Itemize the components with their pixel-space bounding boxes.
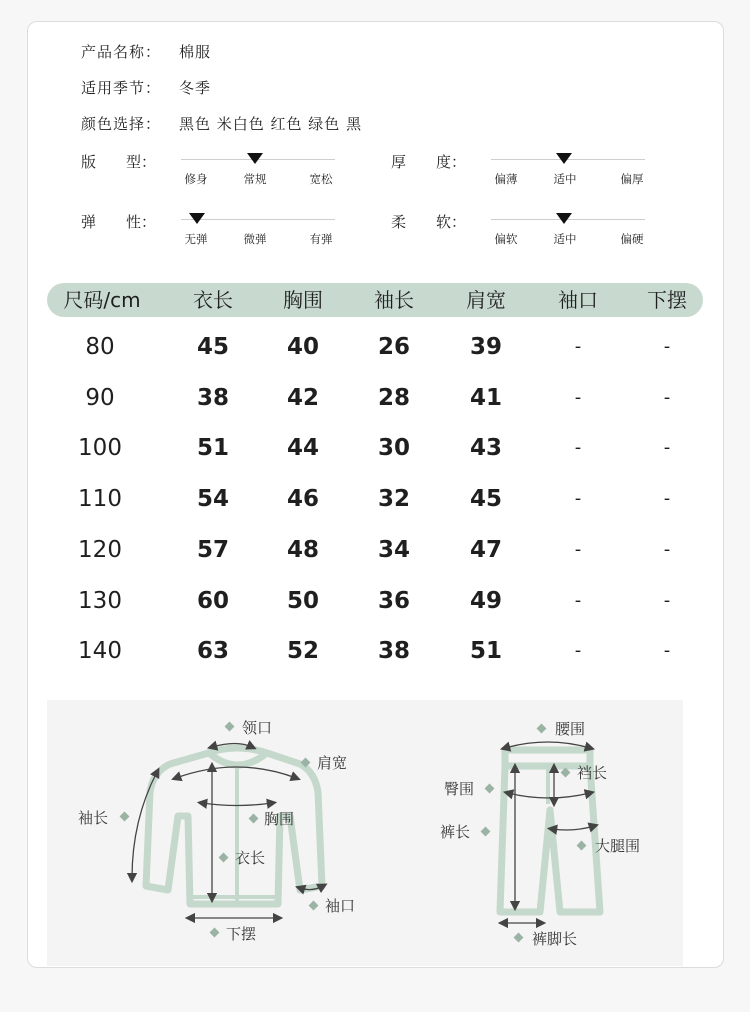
table-cell: 120 (78, 536, 122, 563)
jacket-illustration (146, 748, 322, 904)
table-cell: 130 (78, 587, 122, 614)
table-cell: - (663, 336, 671, 357)
color-value: 黑色 米白色 红色 绿色 黑 (179, 115, 363, 133)
table-header-cell: 尺码/cm (63, 288, 141, 312)
table-cell: - (663, 437, 671, 459)
table-cell: - (663, 386, 671, 408)
table-cell: 48 (286, 536, 319, 563)
table-cell: - (574, 336, 582, 357)
table-header-cell: 胸围 (283, 288, 323, 312)
table-cell: 45 (196, 334, 229, 360)
table-cell: 36 (377, 587, 410, 614)
table-cell: 51 (469, 638, 502, 665)
color-label: 颜色选择： (81, 115, 162, 133)
product-name-value: 棉服 (179, 43, 212, 61)
fit-tick-1: 常规 (243, 172, 267, 186)
thickness-label: 厚 度： (391, 153, 467, 171)
table-cell: 50 (286, 587, 319, 614)
table-cell: 51 (196, 435, 229, 462)
table-cell: 52 (286, 638, 319, 665)
table-cell: - (574, 386, 582, 408)
table-cell: 38 (377, 638, 410, 665)
table-cell: 60 (196, 587, 229, 614)
table-cell: 42 (286, 384, 319, 411)
table-cell: 46 (286, 486, 319, 513)
table-cell: 110 (78, 486, 122, 513)
table-cell: 140 (78, 638, 122, 665)
table-cell: 30 (377, 435, 410, 462)
shoulder-label: 肩宽 (317, 754, 348, 772)
fit-label: 版 型： (81, 153, 157, 171)
table-header-cell: 下摆 (647, 288, 687, 312)
sleeve-label: 袖长 (78, 809, 109, 827)
softness-label: 柔 软： (391, 213, 467, 231)
softness-tick-0: 偏软 (494, 232, 518, 246)
table-header-cell: 袖口 (558, 288, 598, 312)
leg-opening-label: 裤脚长 (532, 930, 578, 948)
table-header-cell: 衣长 (193, 288, 233, 312)
table-header-cell: 袖长 (374, 288, 414, 312)
product-name-label: 产品名称： (81, 43, 162, 61)
table-cell: 39 (469, 334, 502, 360)
softness-tick-1: 适中 (553, 232, 577, 246)
table-cell: 63 (196, 638, 229, 665)
season-label: 适用季节： (81, 79, 162, 97)
table-cell: 49 (469, 587, 502, 614)
waist-label: 腰围 (555, 720, 586, 738)
table-cell: 43 (469, 435, 502, 462)
table-cell: - (663, 589, 671, 611)
hip-label: 臀围 (444, 780, 475, 798)
table-cell: 90 (85, 384, 115, 411)
thickness-tick-2: 偏厚 (620, 172, 644, 186)
table-cell: - (574, 488, 582, 510)
elasticity-label: 弹 性： (81, 213, 157, 231)
table-cell: 34 (377, 536, 410, 563)
season-value: 冬季 (179, 79, 212, 97)
chest-label: 胸围 (264, 810, 295, 828)
table-cell: 44 (286, 435, 319, 462)
table-cell: - (663, 538, 671, 560)
rise-label: 裆长 (577, 764, 608, 782)
hem-label: 下摆 (226, 925, 257, 943)
table-cell: 26 (377, 334, 410, 360)
thigh-label: 大腿围 (595, 837, 641, 855)
table-cell: 80 (85, 334, 115, 360)
table-header-cell: 肩宽 (466, 288, 506, 312)
table-cell: - (663, 488, 671, 510)
table-cell: - (574, 538, 582, 560)
table-cell: - (663, 640, 671, 662)
thickness-tick-0: 偏薄 (494, 172, 518, 186)
table-cell: 54 (196, 486, 229, 513)
table-cell: - (574, 640, 582, 662)
elasticity-tick-2: 有弹 (309, 232, 333, 246)
table-cell: 28 (377, 384, 410, 411)
elasticity-tick-0: 无弹 (184, 232, 208, 246)
table-cell: 100 (78, 435, 122, 462)
table-cell: 47 (469, 536, 502, 563)
softness-tick-2: 偏硬 (620, 232, 644, 246)
thickness-tick-1: 适中 (553, 172, 577, 186)
fit-tick-2: 宽松 (309, 172, 333, 186)
table-cell: - (574, 589, 582, 611)
table-cell: 57 (196, 536, 229, 563)
table-cell: 32 (377, 486, 410, 513)
table-cell: - (574, 437, 582, 459)
table-cell: 38 (196, 384, 229, 411)
elasticity-tick-1: 微弹 (243, 232, 267, 246)
table-cell: 45 (469, 486, 502, 513)
collar-label: 领口 (242, 719, 273, 737)
pant-length-label: 裤长 (440, 823, 471, 841)
fit-tick-0: 修身 (184, 172, 208, 186)
cuff-label: 袖口 (325, 897, 356, 915)
table-cell: 41 (469, 384, 502, 411)
table-cell: 40 (286, 334, 319, 360)
length-label: 衣长 (235, 849, 266, 867)
